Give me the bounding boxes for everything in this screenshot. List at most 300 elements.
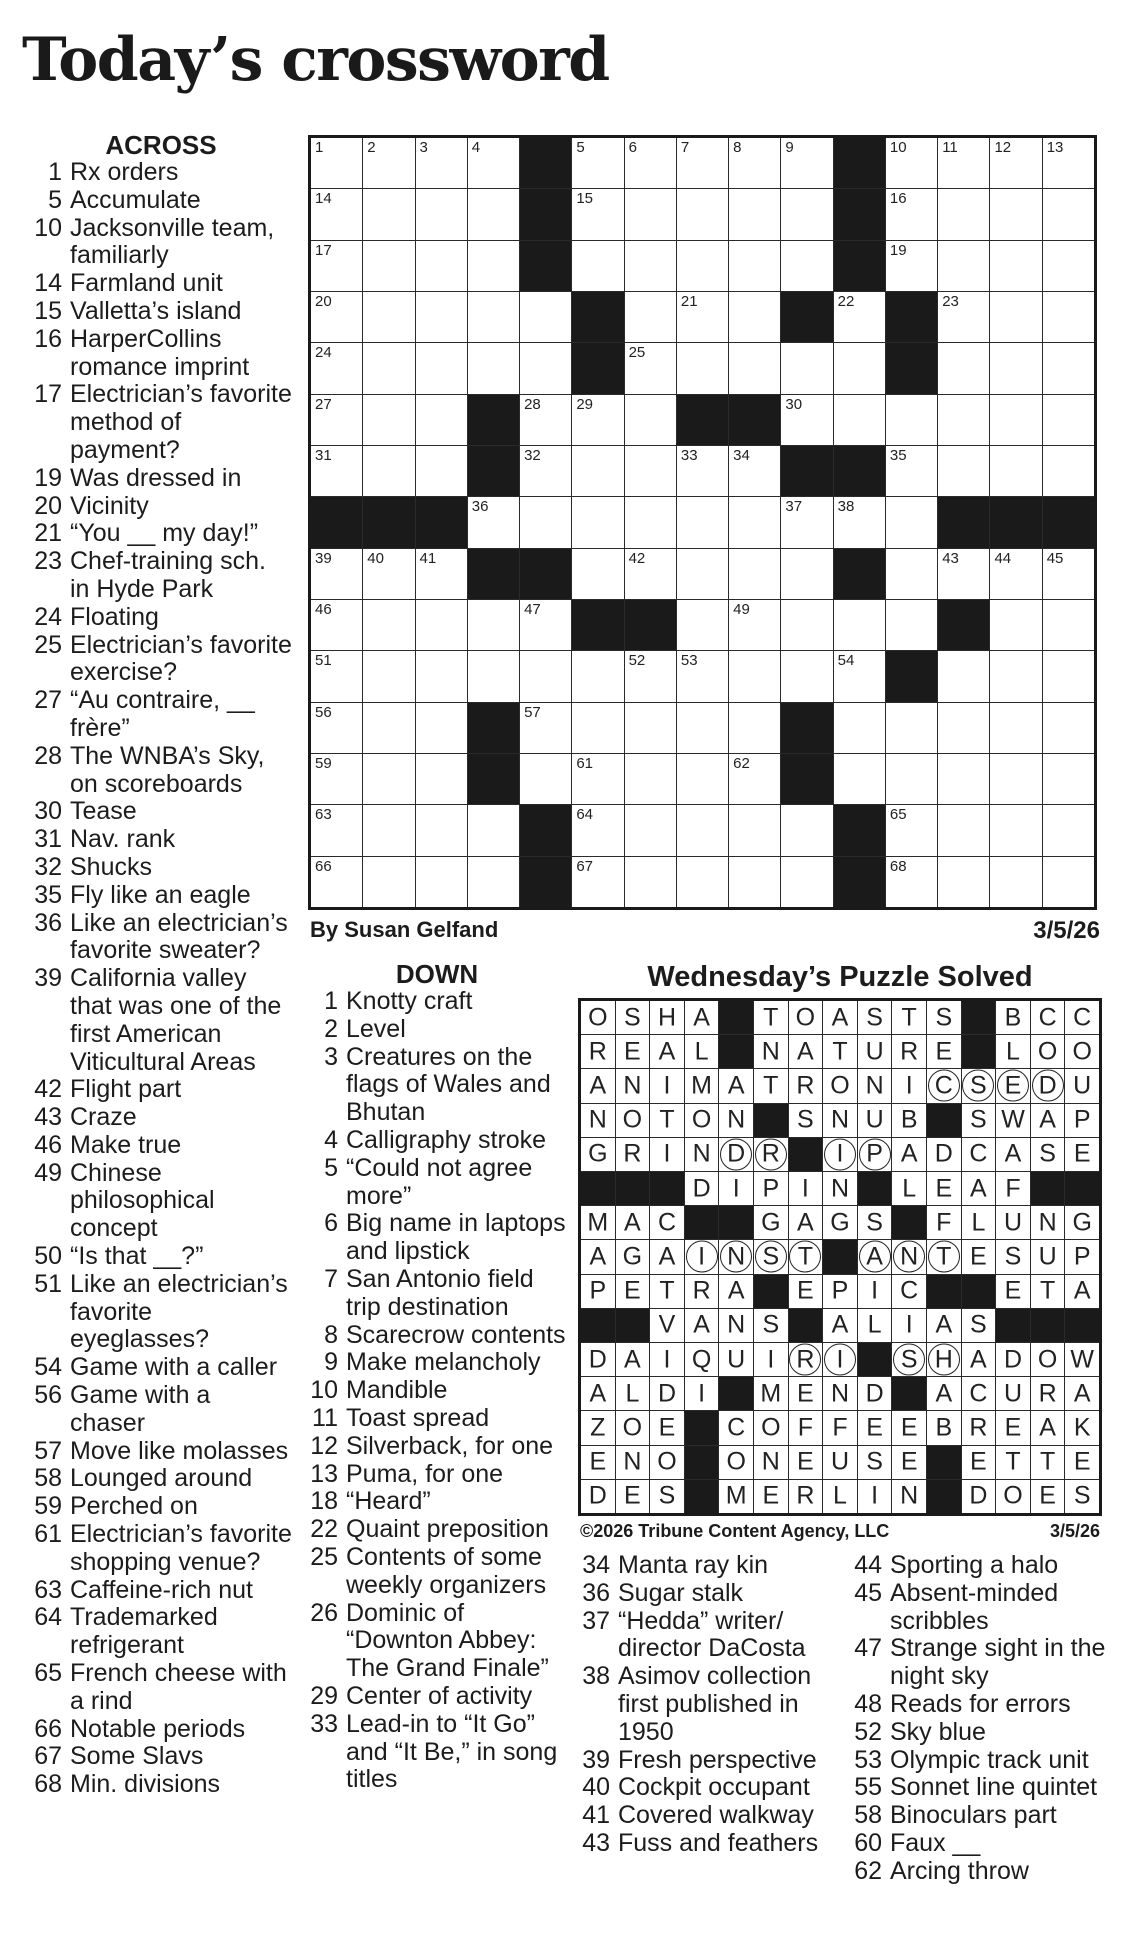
grid-cell[interactable] — [729, 189, 780, 239]
grid-cell[interactable] — [834, 703, 885, 753]
grid-cell[interactable] — [990, 446, 1041, 496]
grid-cell[interactable] — [677, 292, 728, 342]
grid-cell[interactable] — [572, 189, 623, 239]
grid-cell[interactable] — [938, 343, 989, 393]
clue[interactable] — [30, 465, 292, 493]
grid-cell[interactable] — [468, 241, 519, 291]
grid-cell[interactable] — [363, 651, 414, 701]
grid-cell[interactable] — [572, 446, 623, 496]
grid-cell[interactable] — [938, 805, 989, 855]
clue[interactable] — [306, 1349, 568, 1377]
grid-cell[interactable] — [311, 703, 362, 753]
clue-text: Chef-training sch. in Hyde Park — [70, 547, 266, 603]
solution-letter: P — [1073, 1242, 1091, 1271]
grid-cell[interactable] — [834, 292, 885, 342]
grid-cell[interactable] — [1043, 754, 1094, 804]
clue-number: 50 — [34, 1242, 62, 1271]
clue[interactable] — [30, 548, 292, 604]
solution-letter: L — [971, 1208, 986, 1237]
grid-cell[interactable] — [416, 703, 467, 753]
clue[interactable] — [30, 854, 292, 882]
grid-cell[interactable] — [1043, 292, 1094, 342]
grid-cell[interactable] — [311, 446, 362, 496]
grid-cell[interactable] — [625, 805, 676, 855]
grid-cell[interactable] — [990, 138, 1041, 188]
grid-cell[interactable] — [468, 857, 519, 907]
clue[interactable] — [30, 1354, 292, 1382]
grid-cell[interactable] — [990, 600, 1041, 650]
clue[interactable] — [30, 270, 292, 298]
clue[interactable] — [30, 632, 292, 688]
clue[interactable] — [306, 1516, 568, 1544]
grid-cell[interactable] — [886, 241, 937, 291]
clue[interactable] — [850, 1719, 1112, 1747]
grid-cell[interactable] — [886, 600, 937, 650]
grid-cell[interactable] — [834, 754, 885, 804]
grid-cell[interactable] — [1043, 805, 1094, 855]
grid-cell[interactable] — [625, 703, 676, 753]
grid-cell[interactable] — [729, 600, 780, 650]
solution-letter: N — [727, 1105, 746, 1134]
grid-cell[interactable] — [311, 600, 362, 650]
grid-cell[interactable] — [625, 343, 676, 393]
clue[interactable] — [578, 1747, 840, 1775]
solution-letter: C — [969, 1379, 988, 1408]
clue[interactable] — [30, 187, 292, 215]
grid-cell[interactable] — [677, 497, 728, 547]
clue[interactable] — [30, 965, 292, 1076]
grid-cell[interactable] — [781, 600, 832, 650]
grid-cell[interactable] — [363, 754, 414, 804]
grid-cell[interactable] — [363, 292, 414, 342]
grid-cell[interactable] — [363, 241, 414, 291]
grid-cell[interactable] — [572, 805, 623, 855]
grid-cell[interactable] — [625, 241, 676, 291]
clue[interactable] — [306, 1377, 568, 1405]
grid-cell[interactable] — [572, 703, 623, 753]
clue-number: 53 — [854, 1745, 882, 1774]
grid-cell[interactable] — [990, 651, 1041, 701]
clue[interactable] — [850, 1747, 1112, 1775]
grid-cell[interactable] — [677, 754, 728, 804]
grid-cell[interactable] — [520, 754, 571, 804]
grid-cell[interactable] — [625, 497, 676, 547]
grid-cell[interactable] — [625, 857, 676, 907]
grid-cell[interactable] — [572, 549, 623, 599]
grid-cell[interactable] — [363, 343, 414, 393]
grid-cell[interactable] — [729, 703, 780, 753]
grid-cell[interactable] — [363, 189, 414, 239]
grid-cell[interactable] — [1043, 857, 1094, 907]
clue[interactable] — [850, 1552, 1112, 1580]
grid-cell[interactable] — [677, 446, 728, 496]
grid-cell[interactable] — [729, 549, 780, 599]
grid-cell[interactable] — [938, 651, 989, 701]
clue[interactable] — [30, 1577, 292, 1605]
grid-cell[interactable] — [468, 651, 519, 701]
clue-number: 46 — [34, 1130, 62, 1159]
grid-cell[interactable] — [677, 549, 728, 599]
clue-text: Electrician’s favorite method of payment? — [70, 380, 292, 464]
grid-cell[interactable] — [572, 857, 623, 907]
cell-number: 28 — [524, 395, 541, 413]
clue-text: Tease — [70, 797, 137, 826]
grid-cell[interactable] — [886, 549, 937, 599]
clue[interactable] — [306, 1488, 568, 1516]
grid-cell[interactable] — [938, 292, 989, 342]
grid-cell[interactable] — [729, 138, 780, 188]
grid-cell[interactable] — [781, 497, 832, 547]
clue[interactable] — [850, 1802, 1112, 1830]
clue[interactable] — [306, 1155, 568, 1211]
cell-number: 10 — [889, 139, 907, 156]
solution-cell — [996, 1172, 1030, 1205]
grid-cell[interactable] — [781, 549, 832, 599]
grid-cell[interactable] — [1043, 446, 1094, 496]
grid-cell[interactable] — [677, 805, 728, 855]
grid-cell[interactable] — [990, 857, 1041, 907]
clue[interactable] — [578, 1663, 840, 1746]
grid-cell[interactable] — [468, 292, 519, 342]
grid-cell[interactable] — [1043, 343, 1094, 393]
clue[interactable] — [30, 826, 292, 854]
black-square — [1065, 1172, 1099, 1205]
grid-cell[interactable] — [938, 189, 989, 239]
grid-cell[interactable] — [625, 651, 676, 701]
clue[interactable] — [850, 1774, 1112, 1802]
clue[interactable] — [306, 988, 568, 1016]
clue[interactable] — [306, 1322, 568, 1350]
grid-cell[interactable] — [520, 651, 571, 701]
grid-cell[interactable] — [729, 446, 780, 496]
grid-cell[interactable] — [625, 138, 676, 188]
clue[interactable] — [30, 381, 292, 464]
grid-cell[interactable] — [938, 703, 989, 753]
grid-cell[interactable] — [363, 446, 414, 496]
grid-cell[interactable] — [990, 703, 1041, 753]
clue[interactable] — [30, 326, 292, 382]
grid-cell[interactable] — [572, 138, 623, 188]
grid-cell[interactable] — [781, 395, 832, 445]
solution-cell — [858, 1480, 892, 1513]
grid-cell[interactable] — [468, 805, 519, 855]
clue[interactable] — [30, 798, 292, 826]
clue[interactable] — [850, 1691, 1112, 1719]
clue[interactable] — [30, 1465, 292, 1493]
grid-cell[interactable] — [990, 189, 1041, 239]
solution-cell — [1031, 1104, 1065, 1137]
solution-cell — [754, 1069, 788, 1102]
grid-cell[interactable] — [1043, 600, 1094, 650]
grid-cell[interactable] — [990, 549, 1041, 599]
grid-cell[interactable] — [886, 857, 937, 907]
grid-cell[interactable] — [677, 857, 728, 907]
grid-cell[interactable] — [363, 857, 414, 907]
clue[interactable] — [578, 1552, 840, 1580]
clue[interactable] — [30, 1771, 292, 1799]
grid-cell[interactable] — [677, 600, 728, 650]
grid-cell[interactable] — [938, 138, 989, 188]
grid-cell[interactable] — [311, 241, 362, 291]
grid-cell[interactable] — [938, 857, 989, 907]
solution-cell — [892, 1275, 926, 1308]
clue[interactable] — [30, 1132, 292, 1160]
grid-cell[interactable] — [520, 600, 571, 650]
clue[interactable] — [306, 1044, 568, 1127]
clue-text: “Could not agree more” — [346, 1153, 533, 1210]
grid-cell[interactable] — [572, 395, 623, 445]
grid-cell[interactable] — [572, 754, 623, 804]
clue[interactable] — [30, 1382, 292, 1438]
clue[interactable] — [30, 1076, 292, 1104]
grid-cell[interactable] — [625, 292, 676, 342]
grid-cell[interactable] — [1043, 189, 1094, 239]
grid-cell[interactable] — [363, 703, 414, 753]
grid-cell[interactable] — [990, 754, 1041, 804]
grid-cell[interactable] — [990, 292, 1041, 342]
grid-cell[interactable] — [311, 343, 362, 393]
clue[interactable] — [578, 1830, 840, 1858]
grid-cell[interactable] — [729, 292, 780, 342]
clue[interactable] — [30, 1438, 292, 1466]
solution-cell — [892, 1240, 926, 1273]
clue[interactable] — [30, 1743, 292, 1771]
grid-cell[interactable] — [416, 292, 467, 342]
clue[interactable] — [30, 1271, 292, 1354]
clue[interactable] — [30, 882, 292, 910]
clue[interactable] — [30, 604, 292, 632]
grid-cell[interactable] — [625, 754, 676, 804]
grid-cell[interactable] — [416, 395, 467, 445]
grid-cell[interactable] — [311, 805, 362, 855]
grid-cell[interactable] — [729, 497, 780, 547]
clue[interactable] — [30, 1243, 292, 1271]
black-square — [416, 497, 467, 547]
grid-cell[interactable] — [572, 241, 623, 291]
grid-cell[interactable] — [363, 549, 414, 599]
clue[interactable] — [306, 1461, 568, 1489]
grid-cell[interactable] — [311, 138, 362, 188]
grid-cell[interactable] — [520, 395, 571, 445]
grid-cell[interactable] — [677, 703, 728, 753]
grid-cell[interactable] — [834, 600, 885, 650]
grid-cell[interactable] — [416, 754, 467, 804]
clue-number: 47 — [854, 1634, 882, 1663]
grid-cell[interactable] — [625, 446, 676, 496]
grid-cell[interactable] — [1043, 241, 1094, 291]
grid-cell[interactable] — [938, 241, 989, 291]
grid-cell[interactable] — [520, 497, 571, 547]
clue[interactable] — [850, 1580, 1112, 1636]
grid-cell[interactable] — [363, 805, 414, 855]
grid-cell[interactable] — [572, 497, 623, 547]
grid-cell[interactable] — [990, 241, 1041, 291]
clue[interactable] — [30, 687, 292, 743]
solution-cell — [823, 1001, 857, 1034]
grid-cell[interactable] — [572, 651, 623, 701]
down-clues — [306, 960, 568, 1794]
solution-cell — [754, 1001, 788, 1034]
grid-cell[interactable] — [886, 395, 937, 445]
grid-cell[interactable] — [520, 446, 571, 496]
clue[interactable] — [30, 1604, 292, 1660]
grid-cell[interactable] — [625, 395, 676, 445]
solution-cell — [927, 1411, 961, 1444]
black-square — [685, 1411, 719, 1444]
grid-cell[interactable] — [468, 343, 519, 393]
grid-cell[interactable] — [781, 138, 832, 188]
grid-cell[interactable] — [990, 395, 1041, 445]
clue[interactable] — [30, 1660, 292, 1716]
grid-cell[interactable] — [468, 600, 519, 650]
grid-cell[interactable] — [363, 600, 414, 650]
grid-cell[interactable] — [729, 343, 780, 393]
grid-cell[interactable] — [520, 703, 571, 753]
grid-cell[interactable] — [677, 189, 728, 239]
clue[interactable] — [850, 1830, 1112, 1858]
solution-letter: A — [693, 1310, 710, 1339]
grid-cell[interactable] — [729, 754, 780, 804]
grid-cell[interactable] — [363, 395, 414, 445]
clue[interactable] — [306, 1127, 568, 1155]
grid-cell[interactable] — [677, 343, 728, 393]
grid-cell[interactable] — [938, 446, 989, 496]
grid-cell[interactable] — [311, 857, 362, 907]
grid-cell[interactable] — [886, 138, 937, 188]
grid-cell[interactable] — [468, 138, 519, 188]
grid-cell[interactable] — [781, 857, 832, 907]
clue[interactable] — [850, 1635, 1112, 1691]
solution-letter: A — [858, 1244, 892, 1269]
grid-cell[interactable] — [886, 189, 937, 239]
grid-cell[interactable] — [416, 343, 467, 393]
grid-cell[interactable] — [1043, 703, 1094, 753]
grid-cell[interactable] — [781, 651, 832, 701]
clue[interactable] — [30, 215, 292, 271]
grid-cell[interactable] — [729, 805, 780, 855]
grid-cell[interactable] — [416, 138, 467, 188]
clue[interactable] — [30, 910, 292, 966]
clue[interactable] — [578, 1802, 840, 1830]
grid-cell[interactable] — [625, 549, 676, 599]
cell-number: 52 — [628, 652, 646, 670]
grid-cell[interactable] — [677, 241, 728, 291]
grid-cell[interactable] — [729, 241, 780, 291]
grid-cell[interactable] — [886, 497, 937, 547]
grid-cell[interactable] — [886, 703, 937, 753]
grid-cell[interactable] — [781, 805, 832, 855]
grid-cell[interactable] — [416, 857, 467, 907]
clue-text: “Heard” — [346, 1487, 431, 1516]
grid-cell[interactable] — [938, 395, 989, 445]
grid-cell[interactable] — [416, 651, 467, 701]
grid-cell[interactable] — [416, 600, 467, 650]
grid-cell[interactable] — [311, 189, 362, 239]
grid-cell[interactable] — [834, 497, 885, 547]
clue[interactable] — [306, 1433, 568, 1461]
grid-cell[interactable] — [781, 241, 832, 291]
crossword-grid[interactable] — [308, 135, 1097, 910]
solution-cell — [962, 1309, 996, 1342]
grid-cell[interactable] — [1043, 651, 1094, 701]
grid-cell[interactable] — [311, 549, 362, 599]
grid-cell[interactable] — [834, 343, 885, 393]
grid-cell[interactable] — [468, 189, 519, 239]
grid-cell[interactable] — [677, 651, 728, 701]
clue[interactable] — [306, 1266, 568, 1322]
grid-cell[interactable] — [834, 395, 885, 445]
grid-cell[interactable] — [886, 754, 937, 804]
clue[interactable] — [578, 1580, 840, 1608]
grid-cell[interactable] — [938, 754, 989, 804]
grid-cell[interactable] — [781, 343, 832, 393]
clue[interactable] — [30, 743, 292, 799]
grid-cell[interactable] — [311, 651, 362, 701]
grid-cell[interactable] — [416, 189, 467, 239]
grid-cell[interactable] — [1043, 549, 1094, 599]
solution-letter: I — [823, 1142, 857, 1167]
clue[interactable] — [30, 1104, 292, 1132]
clue[interactable] — [306, 1600, 568, 1683]
grid-cell[interactable] — [416, 805, 467, 855]
grid-cell[interactable] — [468, 497, 519, 547]
clue[interactable] — [30, 1521, 292, 1577]
grid-cell[interactable] — [990, 343, 1041, 393]
grid-cell[interactable] — [990, 805, 1041, 855]
grid-cell[interactable] — [834, 651, 885, 701]
clue-text: Like an electrician’s favorite eyeglasses? — [70, 1269, 288, 1354]
clue[interactable] — [30, 1160, 292, 1243]
grid-cell[interactable] — [416, 446, 467, 496]
clue[interactable] — [306, 1405, 568, 1433]
clue[interactable] — [30, 159, 292, 187]
clue[interactable] — [306, 1711, 568, 1794]
grid-cell[interactable] — [311, 292, 362, 342]
grid-cell[interactable] — [625, 189, 676, 239]
clue[interactable] — [578, 1774, 840, 1802]
grid-cell[interactable] — [729, 651, 780, 701]
solution-cell — [719, 1069, 753, 1102]
clue[interactable] — [30, 520, 292, 548]
clue[interactable] — [850, 1858, 1112, 1886]
grid-cell[interactable] — [520, 292, 571, 342]
clue[interactable] — [306, 1683, 568, 1711]
grid-cell[interactable] — [1043, 138, 1094, 188]
clue[interactable] — [30, 493, 292, 521]
solution-cell — [616, 1411, 650, 1444]
clue[interactable] — [306, 1016, 568, 1044]
grid-cell[interactable] — [886, 805, 937, 855]
clue[interactable] — [30, 1716, 292, 1744]
grid-cell[interactable] — [729, 857, 780, 907]
grid-cell[interactable] — [520, 343, 571, 393]
grid-cell[interactable] — [886, 446, 937, 496]
grid-cell[interactable] — [1043, 395, 1094, 445]
grid-cell[interactable] — [677, 138, 728, 188]
grid-cell[interactable] — [363, 138, 414, 188]
grid-cell[interactable] — [938, 549, 989, 599]
grid-cell[interactable] — [416, 241, 467, 291]
grid-cell[interactable] — [781, 189, 832, 239]
clue[interactable] — [578, 1608, 840, 1664]
clue[interactable] — [30, 298, 292, 326]
grid-cell[interactable] — [416, 549, 467, 599]
grid-cell[interactable] — [311, 395, 362, 445]
grid-cell[interactable] — [311, 754, 362, 804]
clue[interactable] — [30, 1493, 292, 1521]
clue[interactable] — [306, 1544, 568, 1600]
clue[interactable] — [306, 1210, 568, 1266]
